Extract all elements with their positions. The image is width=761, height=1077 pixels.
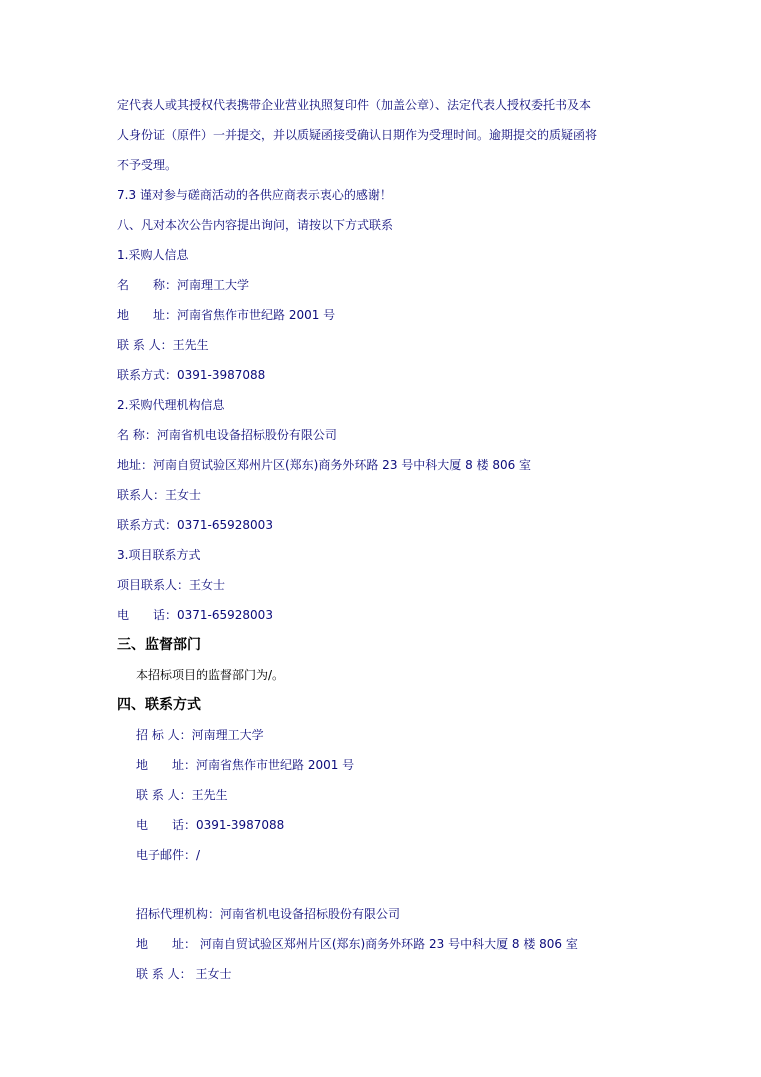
agency-info-title: 2.采购代理机构信息 (117, 398, 225, 412)
tenderer-address: 地 址：河南省焦作市世纪路 2001 号 (136, 758, 355, 772)
purchaser-info-title: 1.采购人信息 (117, 248, 189, 262)
tenderer-contact: 联 系 人：王先生 (136, 788, 228, 802)
purchaser-address: 地 址：河南省焦作市世纪路 2001 号 (117, 308, 336, 322)
tender-agency-address: 地 址： 河南自贸试验区郑州片区(郑东)商务外环路 23 号中科大厦 8 楼 806 室 (136, 937, 578, 951)
project-contact: 项目联系人：王女士 (117, 578, 226, 592)
tenderer-name: 招 标 人：河南理工大学 (136, 728, 264, 742)
purchaser-name: 名 称：河南理工大学 (117, 278, 250, 292)
supervision-body: 本招标项目的监督部门为/。 (136, 668, 285, 682)
paragraph-line: 定代表人或其授权代表携带企业营业执照复印件（加盖公章）、法定代表人授权委托书及本 (117, 98, 592, 112)
agency-address: 地址：河南自贸试验区郑州片区(郑东)商务外环路 23 号中科大厦 8 楼 806 室 (117, 458, 532, 472)
tenderer-email: 电子邮件：/ (136, 848, 201, 862)
purchaser-phone: 联系方式：0391-3987088 (117, 368, 266, 382)
tender-agency-contact: 联 系 人： 王女士 (136, 967, 232, 981)
agency-name: 名 称：河南省机电设备招标股份有限公司 (117, 428, 337, 442)
section-8-title: 八、凡对本次公告内容提出询问，请按以下方式联系 (117, 218, 394, 232)
project-contact-title: 3.项目联系方式 (117, 548, 201, 562)
agency-phone: 联系方式：0371-65928003 (117, 518, 273, 532)
tenderer-phone: 电 话：0391-3987088 (136, 818, 285, 832)
purchaser-contact: 联 系 人：王先生 (117, 338, 209, 352)
paragraph-line: 人身份证（原件）一并提交，并以质疑函接受确认日期作为受理时间。逾期提交的质疑函将 (117, 128, 598, 142)
section-3-heading: 三、监督部门 (117, 637, 201, 653)
project-phone: 电 话：0371-65928003 (117, 608, 273, 622)
agency-contact: 联系人：王女士 (117, 488, 202, 502)
section-4-heading: 四、联系方式 (117, 697, 201, 713)
tender-agency-name: 招标代理机构：河南省机电设备招标股份有限公司 (136, 907, 401, 921)
thanks-line: 7.3 谨对参与磋商活动的各供应商表示衷心的感谢！ (117, 188, 392, 202)
paragraph-line: 不予受理。 (117, 158, 178, 172)
